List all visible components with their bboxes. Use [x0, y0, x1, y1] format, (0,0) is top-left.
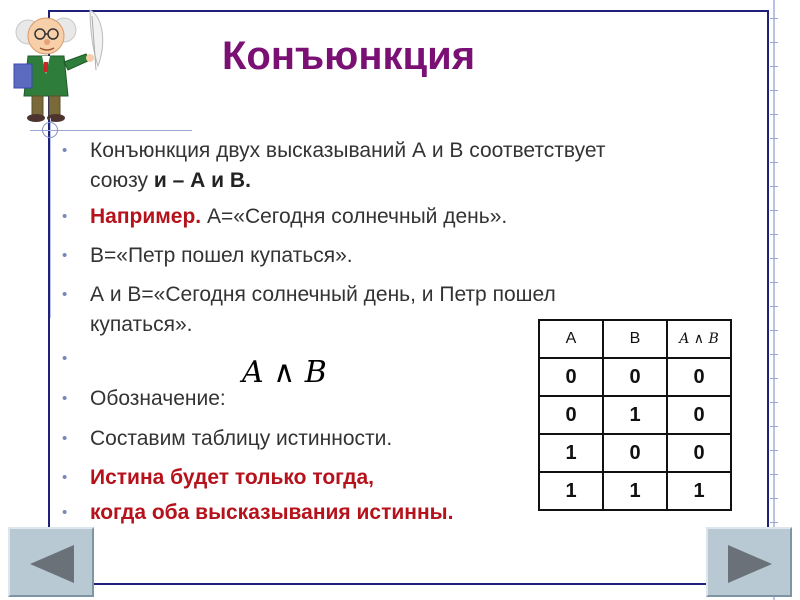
truth-table-cell: 0	[667, 358, 731, 396]
truth-table-cell: 0	[667, 396, 731, 434]
bullet-text-part: Конъюнкция двух высказываний А и В соответствует	[90, 139, 606, 162]
bullet-text	[90, 498, 453, 527]
bullet-text	[90, 202, 507, 231]
bullet-text-part: когда оба высказывания истинны.	[90, 501, 454, 524]
triangle-right-icon	[728, 545, 772, 583]
bullet-dot: •	[62, 208, 68, 225]
truth-table-cell: 0	[603, 434, 667, 472]
bullet-text-part: и – А и В.	[153, 169, 251, 192]
bullet-text	[90, 241, 353, 270]
bullet-text	[90, 463, 374, 492]
bullet-text-part: А=«Сегодня солнечный день».	[201, 205, 508, 228]
truth-table-cell: 1	[603, 396, 667, 434]
truth-table-header-b: В	[603, 320, 667, 358]
bullet-dot: •	[62, 504, 68, 521]
bullet-text-part: Например.	[90, 205, 202, 228]
truth-table-header-a: А	[539, 320, 603, 358]
truth-table-cell: 1	[667, 472, 731, 510]
bullet-dot: •	[62, 469, 68, 486]
decorative-guide-circle	[42, 122, 58, 138]
bullet-text	[90, 136, 605, 165]
bullet-text	[90, 310, 192, 339]
bullet-text-part: В=«Петр пошел купаться».	[90, 244, 353, 267]
bullet-dot: •	[62, 286, 68, 303]
slide-title: Конъюнкция	[222, 34, 476, 78]
slide-right-ticks	[770, 0, 780, 600]
decorative-guide-line-vertical	[50, 118, 51, 318]
bullet-text-part: Обозначение:	[90, 387, 226, 410]
truth-table-cell: 0	[539, 358, 603, 396]
bullet-dot: •	[62, 247, 68, 264]
bullet-dot: •	[62, 350, 68, 367]
truth-table-header-row	[539, 320, 731, 358]
truth-table-header-conjunction: A ∧ B	[667, 320, 731, 358]
bullet-text	[90, 424, 392, 453]
truth-table-row	[539, 396, 731, 434]
truth-table-cell: 0	[603, 358, 667, 396]
bullet-text-part: А и В=«Сегодня солнечный день, и Петр пошел	[90, 283, 556, 306]
truth-table-cell: 1	[539, 434, 603, 472]
truth-table-row	[539, 472, 731, 510]
bullet-text-part: Истина будет только тогда,	[90, 466, 374, 489]
bullet-text-part: Составим таблицу истинности.	[90, 427, 393, 450]
truth-table-cell: 0	[667, 434, 731, 472]
bullet-text-part: купаться».	[90, 313, 193, 336]
previous-slide-button[interactable]	[8, 527, 94, 597]
bullet-text	[90, 384, 226, 413]
truth-table-cell: 1	[539, 472, 603, 510]
bullet-text-part: союзу	[90, 169, 154, 192]
truth-table	[538, 319, 732, 511]
bullet-text	[90, 166, 251, 195]
next-slide-button[interactable]	[706, 527, 792, 597]
bullet-text	[90, 280, 556, 309]
truth-table-cell: 1	[603, 472, 667, 510]
bullet-dot: •	[62, 390, 68, 407]
truth-table-row	[539, 358, 731, 396]
conjunction-formula: A ∧ B	[242, 355, 327, 390]
truth-table-cell: 0	[539, 396, 603, 434]
bullet-dot: •	[62, 142, 68, 159]
triangle-left-icon	[30, 545, 74, 583]
bullet-dot: •	[62, 430, 68, 447]
truth-table-row	[539, 434, 731, 472]
professor-mascot-illustration	[6, 4, 116, 122]
